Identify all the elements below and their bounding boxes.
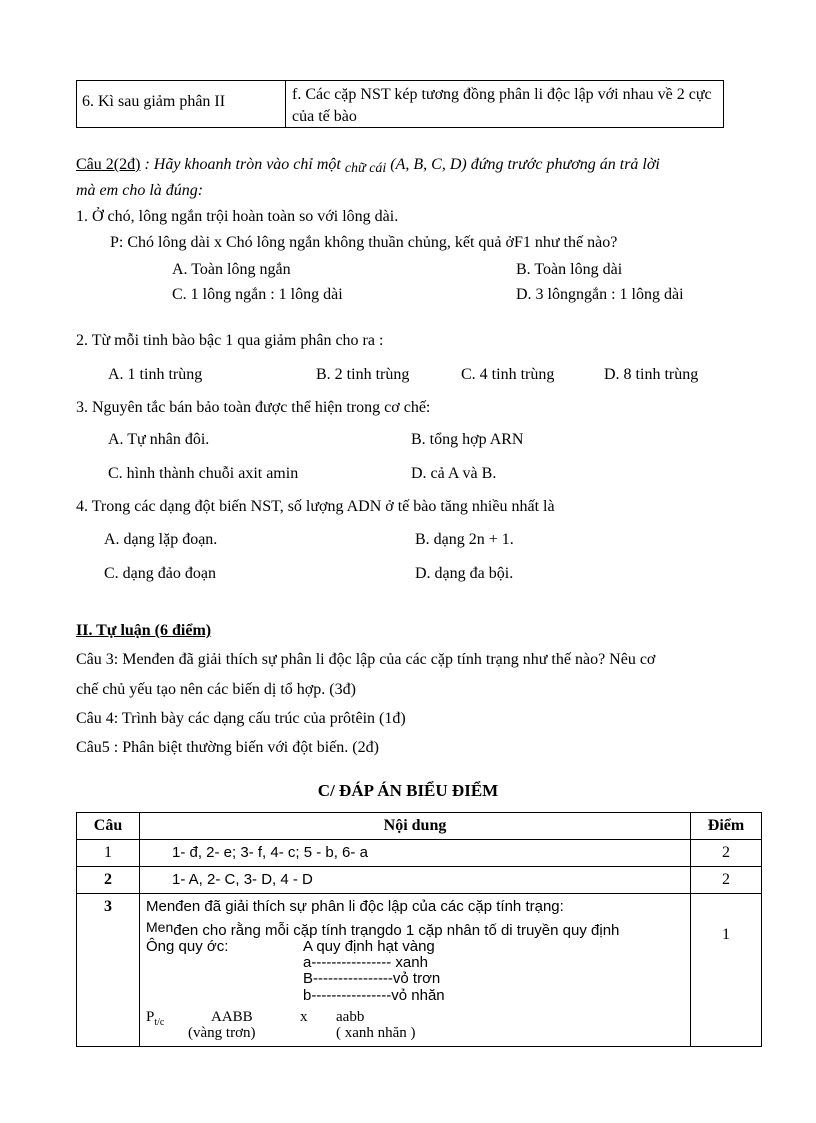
answer-section-title: C/ ĐÁP ÁN BIỂU ĐIỂM xyxy=(317,781,499,800)
row3-line5: B----------------vỏ trơn xyxy=(303,970,441,987)
row-content xyxy=(140,867,691,894)
row3-p-label: P xyxy=(146,1009,155,1025)
matching-left-cell: 6. Kì sau giảm phân II xyxy=(77,81,286,127)
cau2-instruction-b: chữ cái xyxy=(344,161,387,176)
question-3: 3. Nguyên tắc bán bảo toàn được thể hiện trong cơ chế: xyxy=(76,399,431,416)
q1-option-c: C. 1 lông ngắn : 1 lông dài xyxy=(172,286,343,303)
matching-table xyxy=(76,80,724,128)
q2-option-a: A. 1 tinh trùng xyxy=(108,366,203,383)
table-row xyxy=(77,867,762,894)
cau2-instruction-c: (A, B, C, D) đứng trước phương án trả lời xyxy=(386,156,660,173)
q1-option-d: D. 3 lôngngắn : 1 lông dài xyxy=(516,286,684,303)
row-content-text: 1- A, 2- C, 3- D, 4 - D xyxy=(172,871,313,888)
row-content xyxy=(140,840,691,867)
header-diem: Điểm xyxy=(691,813,762,840)
cau5: Câu5 : Phân biệt thường biến với đột biến. (2đ) xyxy=(76,739,379,756)
row3-line2b: đen cho rằng mỗi cặp tính trạngdo 1 cặp nhân tố di truyền quy định xyxy=(173,922,620,939)
row3-line2 xyxy=(146,919,620,939)
cau2-label: Câu 2(2đ) xyxy=(76,156,141,173)
row3-line2a: Men xyxy=(146,919,174,935)
row-q: 1 xyxy=(77,840,140,867)
cau3-line2: chế chủ yếu tạo nên các biến dị tổ hợp. (3đ) xyxy=(76,681,356,698)
question-2: 2. Từ mỗi tinh bào bậc 1 qua giảm phân cho ra : xyxy=(76,332,384,349)
row3-p-line xyxy=(146,1009,164,1026)
row3-line3a: Ông quy ớc: xyxy=(146,938,229,955)
cau2-instruction xyxy=(76,156,660,174)
q2-option-b: B. 2 tinh trùng xyxy=(316,366,410,383)
q3-option-d: D. cả A và B. xyxy=(411,465,497,482)
row3-p-aabb2: aabb xyxy=(336,1009,365,1025)
row-content xyxy=(140,894,691,1047)
q4-option-a: A. dạng lặp đoạn. xyxy=(104,531,218,548)
answer-table-header xyxy=(77,813,762,840)
row3-line4: a---------------- xanh xyxy=(303,954,428,971)
q4-option-b: B. dạng 2n + 1. xyxy=(415,531,514,548)
cau3-line1: Câu 3: Menđen đã giải thích sự phân li độc lập của các cặp tính trạng như thế nào? Nêu cơ xyxy=(76,651,656,668)
row3-line6: b----------------vỏ nhăn xyxy=(303,987,445,1004)
row3-p-note1: (vàng trơn) xyxy=(188,1025,256,1041)
q1-option-b: B. Toàn lông dài xyxy=(516,261,623,278)
row3-p-sub: t/c xyxy=(154,1017,165,1028)
row3-p-note2: ( xanh nhăn ) xyxy=(336,1025,416,1041)
row3-line3b: A quy định hạt vàng xyxy=(303,938,435,955)
header-noi-dung: Nội dung xyxy=(140,813,691,840)
cau2-instruction-a: : Hãy khoanh tròn vào chỉ một xyxy=(140,156,345,173)
matching-right-cell: f. Các cặp NST kép tương đồng phân li độc lập với nhau về 2 cực của tế bào xyxy=(292,86,712,125)
q2-option-d: D. 8 tinh trùng xyxy=(604,366,699,383)
row-score: 1 xyxy=(691,894,762,1047)
row-q: 2 xyxy=(77,867,140,894)
q3-option-a: A. Tự nhân đôi. xyxy=(108,431,210,448)
q4-option-c: C. dạng đảo đoạn xyxy=(104,565,216,582)
q3-option-c: C. hình thành chuỗi axit amin xyxy=(108,465,299,482)
table-row xyxy=(77,894,762,1047)
row3-line1: Menđen đã giải thích sự phân li độc lập của các cặp tính trạng: xyxy=(146,898,564,915)
header-cau: Câu xyxy=(77,813,140,840)
cau2-instruction-line2: mà em cho là đúng: xyxy=(76,182,204,199)
table-row xyxy=(77,840,762,867)
row-content-text: 1- đ, 2- e; 3- f, 4- c; 5 - b, 6- a xyxy=(172,844,368,861)
q4-option-d: D. dạng đa bội. xyxy=(415,565,514,582)
row-q: 3 xyxy=(77,894,140,1047)
row-score: 2 xyxy=(691,867,762,894)
q3-option-b: B. tổng hợp ARN xyxy=(411,431,524,448)
cau4: Câu 4: Trình bày các dạng cấu trúc của prôtêin (1đ) xyxy=(76,710,406,727)
row-score: 2 xyxy=(691,840,762,867)
question-1: 1. Ở chó, lông ngắn trội hoàn toàn so với lông dài. xyxy=(76,208,399,225)
q2-option-c: C. 4 tinh trùng xyxy=(461,366,555,383)
question-4: 4. Trong các dạng đột biến NST, số lượng ADN ở tế bào tăng nhiều nhất là xyxy=(76,498,555,515)
tu-luan-heading: II. Tự luận (6 điểm) xyxy=(76,622,212,639)
question-1-subtext: P: Chó lông dài x Chó lông ngắn không thuần chủng, kết quả ởF1 như thế nào? xyxy=(110,234,618,251)
row3-content xyxy=(140,894,690,1046)
row3-p-aabb1: AABB xyxy=(211,1009,253,1025)
q1-option-a: A. Toàn lông ngắn xyxy=(172,261,291,278)
answer-table xyxy=(76,812,762,1047)
row3-p-x: x xyxy=(300,1009,308,1025)
